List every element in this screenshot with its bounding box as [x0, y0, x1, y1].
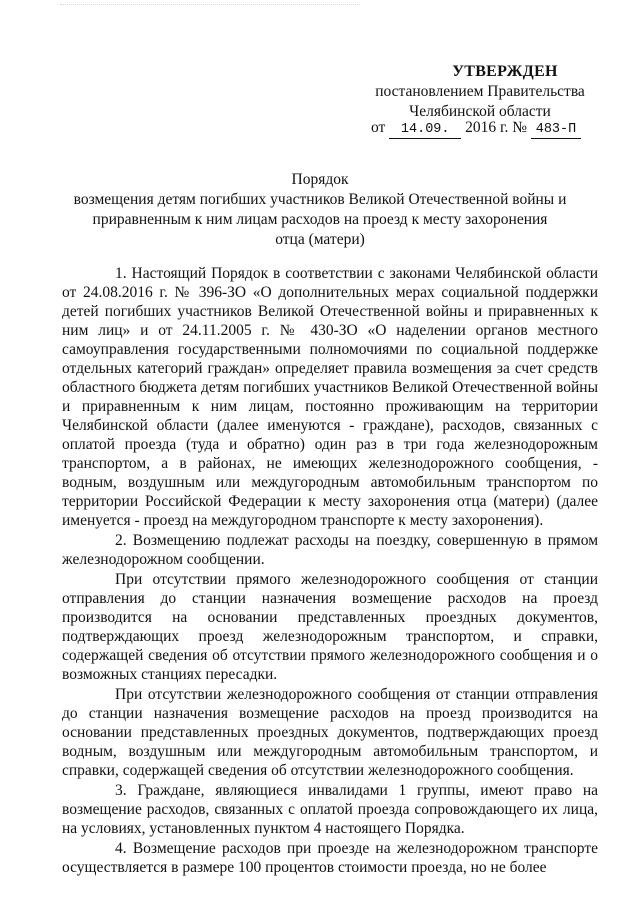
paragraph-4: При отсутствии железнодорожного сообщения от станции отправления до станции назначения возмещение расходов на проезд производится на основании представленных проездных документов, подтверждающих проезд водным, воздушным или междугородным автомобильным транспортом, и справки, содержащей сведения об отсутствии железнодорожного сообщения.: [62, 686, 598, 779]
title-line-4: отца (матери): [275, 231, 365, 248]
paragraph-1: 1. Настоящий Порядок в соответствии с законами Челябинской области от 24.08.2016 г. № 396-ЗО «О дополнительных мерах социальной поддержки детей погибших участников Великой Отечественной войны и приравненных к ним лиц» и от 24.11.2005 г. № 430-ЗО «О наделении органов местного самоуправления государственными полномочиями по социальной поддержке отдельных категорий граждан» определяет правила возмещения за счет средств областного бюджета детям погибших участников Великой Отечественной войны и приравненным к ним лицам, постоянно проживающим на территории Челябинской области (далее именуются - граждане), расходов, связанных с оплатой проезда (туда и обратно) один раз в три года железнодорожным транспортом, а в районах, не имеющих железнодорожного сообщения, - водным, воздушным или междугородным автомобильным транспортом по территории Российской Федерации к месту захоронения отца (матери) (далее именуется - проезд на междугородном транспорте к месту захоронения).: [62, 265, 598, 529]
document-body: [62, 264, 598, 877]
approval-block: [360, 62, 600, 122]
paragraph-5: 3. Граждане, являющиеся инвалидами 1 группы, имеют право на возмещение расходов, связанных с оплатой проезда сопровождающего их лица, на условиях, установленных пунктом 4 настоящего Порядка.: [62, 782, 598, 837]
date-prefix: от: [371, 119, 386, 136]
approval-date-line: [371, 119, 581, 139]
paragraph-2: 2. Возмещению подлежат расходы на поездку, совершенную в прямом железнодорожном сообщении.: [62, 532, 598, 568]
paragraph-3: При отсутствии прямого железнодорожного сообщения от станции отправления до станции назначения возмещение расходов на проезд производится на основании представленных проездных документов, подтверждающих проезд железнодорожным транспортом, и справки, содержащей сведения об отсутствии прямого железнодорожного сообщения и о возможных станциях пересадки.: [62, 571, 598, 683]
decree-number: 483-П: [531, 122, 581, 139]
paragraph-6: 4. Возмещение расходов при проезде на железнодорожном транспорте осуществляется в размере 100 процентов стоимости проезда, но не более: [62, 840, 598, 876]
approval-line-1: постановлением Правительства: [375, 83, 585, 100]
document-title: [40, 170, 600, 250]
approved-heading: УТВЕРЖДЕН: [452, 63, 558, 80]
approval-date: 14.09.: [389, 122, 461, 139]
scan-artifact: [60, 4, 360, 8]
title-line-3: приравненным к ним лицам расходов на проезд к месту захоронения: [92, 211, 548, 228]
approval-line-2: Челябинской области: [409, 103, 551, 120]
year-label: 2016 г. №: [465, 119, 528, 136]
title-line-2: возмещения детям погибших участников Великой Отечественной войны и: [73, 191, 567, 208]
title-line-1: Порядок: [291, 171, 349, 188]
